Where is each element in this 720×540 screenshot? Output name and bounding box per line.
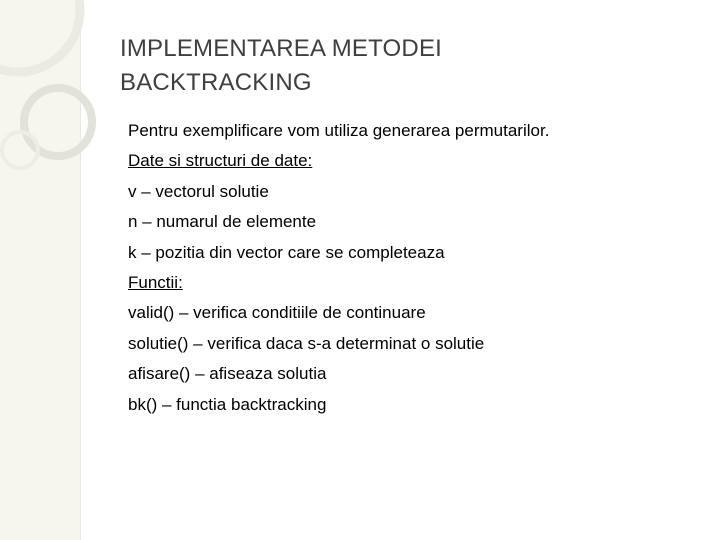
slide-body	[128, 116, 698, 420]
section-heading-functions: Functii:	[128, 272, 183, 292]
body-line: solutie() – verifica daca s-a determinat o solutie	[128, 333, 485, 353]
slide-title-line1: IMPLEMENTAREA METODEI	[120, 35, 443, 62]
slide-title-line2: BACKTRACKING	[120, 69, 312, 96]
section-heading-data-structures: Date si structuri de date:	[128, 151, 313, 171]
decor-circle-large	[0, 0, 80, 72]
body-line: v – vectorul solutie	[128, 181, 269, 201]
slide-title	[120, 32, 680, 100]
body-line: bk() – functia backtracking	[128, 394, 327, 414]
body-line: Pentru exemplificare vom utiliza generarea permutarilor.	[128, 121, 550, 140]
body-line: afisare() – afiseaza solutia	[128, 364, 327, 384]
body-line: k – pozitia din vector care se completeaza	[128, 242, 445, 262]
body-line: n – numarul de elemente	[128, 212, 317, 232]
decor-circle-medium	[24, 88, 92, 156]
body-line: valid() – verifica conditiile de continuare	[128, 303, 426, 323]
